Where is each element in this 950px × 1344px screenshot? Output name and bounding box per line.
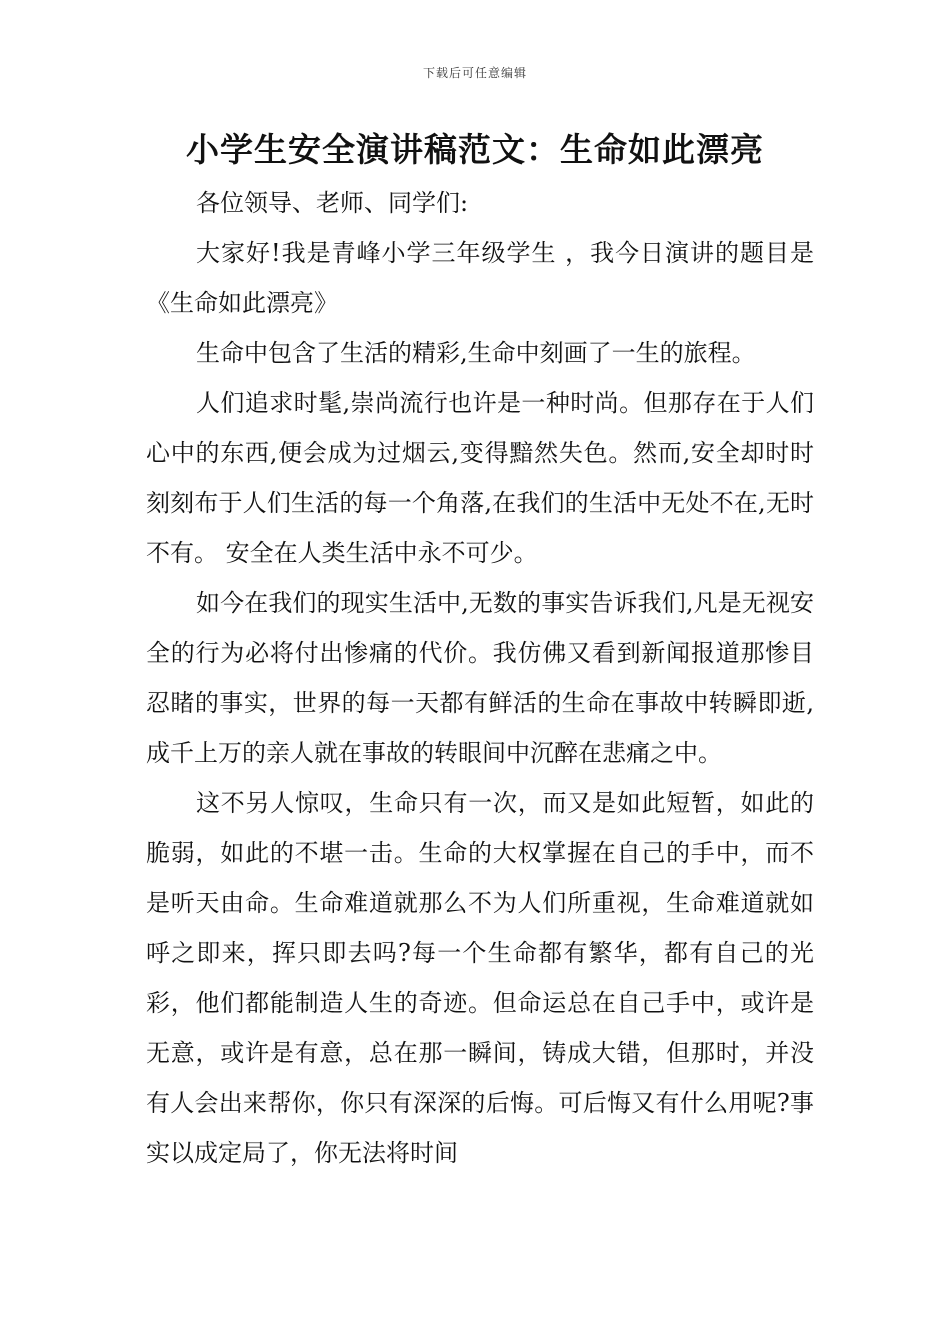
paragraph: 这不另人惊叹，生命只有一次，而又是如此短暂，如此的脆弱，如此的不堪一击。生命的大权掌握在自己的手中，而不是听天由命。生命难道就那么不为人们所重视，生命难道就如呼之即来，挥只即去吗?每一个生命都有繁华，都有自己的光彩，他们都能制造人生的奇迹。但命运总在自己手中，或许是无意，或许是有意，总在那一瞬间，铸成大错，但那时，并没有人会出来帮你，你只有深深的后悔。可后悔又有什么用呢?事实以成定局了，你无法将时间	[146, 789, 814, 1167]
paragraph-greeting: 大家好!我是青峰小学三年级学生 ，我今日演讲的题目是《生命如此漂亮》	[146, 239, 814, 317]
paragraph: 如今在我们的现实生活中,无数的事实告诉我们,凡是无视安全的行为必将付出惨痛的代价。我仿佛又看到新闻报道那惨目忍睹的事实，世界的每一天都有鲜活的生命在事故中转瞬即逝,成千上万的亲人就在事故的转眼间中沉醉在悲痛之中。	[146, 589, 814, 767]
paragraph-salutation: 各位领导、老师、同学们:	[196, 189, 469, 217]
document-title: 小学生安全演讲稿范文：生命如此漂亮	[186, 130, 764, 169]
paragraph: 生命中包含了生活的精彩,生命中刻画了一生的旅程。	[196, 339, 756, 367]
header-note: 下载后可任意编辑	[422, 66, 527, 80]
paragraph: 人们追求时髦,崇尚流行也许是一种时尚。但那存在于人们心中的东西,便会成为过烟云,变得黯然失色。然而,安全却时时刻刻布于人们生活的每一个角落,在我们的生活中无处不在,无时不有。 安全在人类生活中永不可少。	[146, 389, 814, 567]
document-body	[146, 178, 814, 1178]
